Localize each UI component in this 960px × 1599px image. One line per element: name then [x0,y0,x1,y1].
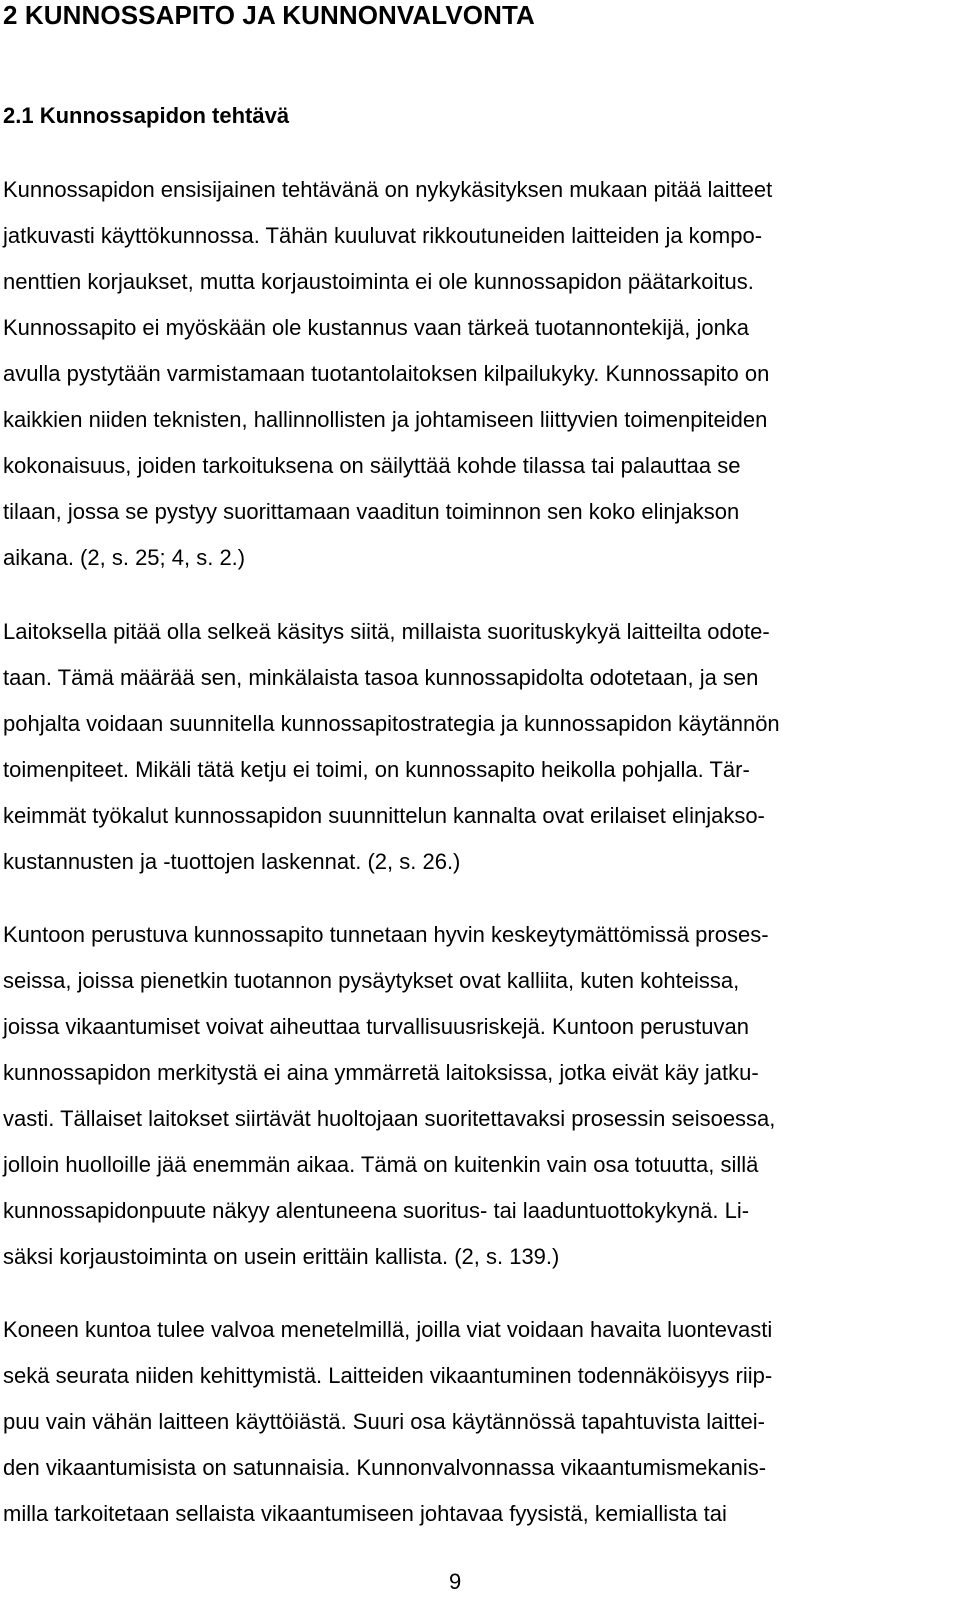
paragraph-line: seissa, joissa pienetkin tuotannon pysäytykset ovat kalliita, kuten kohteissa, [3,968,740,993]
paragraph-line: joissa vikaantumiset voivat aiheuttaa turvallisuusriskejä. Kuntoon perustuvan [3,1014,749,1039]
paragraph-line: Kunnossapidon ensisijainen tehtävänä on nykykäsityksen mukaan pitää laitteet [3,177,773,202]
paragraph-line: taan. Tämä määrää sen, minkälaista tasoa kunnossapidolta odotetaan, ja sen [3,665,759,690]
paragraph-line: säksi korjaustoiminta on usein erittäin kallista. (2, s. 139.) [3,1244,560,1269]
paragraph-line: vasti. Tällaiset laitokset siirtävät huoltojaan suoritettavaksi prosessin seisoessa, [3,1106,776,1131]
paragraph-line: Koneen kuntoa tulee valvoa menetelmillä, joilla viat voidaan havaita luontevasti [3,1317,773,1342]
paragraph-line: den vikaantumisista on satunnaisia. Kunnonvalvonnassa vikaantumismekanis- [3,1455,767,1480]
paragraph-line: milla tarkoitetaan sellaista vikaantumiseen johtavaa fyysistä, kemiallista tai [3,1501,727,1526]
paragraph-line: nenttien korjaukset, mutta korjaustoiminta ei ole kunnossapidon päätarkoitus. [3,269,754,294]
paragraph-line: aikana. (2, s. 25; 4, s. 2.) [3,545,246,570]
paragraph-line: kunnossapidon merkitystä ei aina ymmärretä laitoksissa, jotka eivät käy jatku- [3,1060,759,1085]
chapter-heading: 2 KUNNOSSAPITO JA KUNNONVALVONTA [3,0,535,30]
paragraph-line: jatkuvasti käyttökunnossa. Tähän kuuluvat rikkoutuneiden laitteiden ja kompo- [3,223,763,248]
paragraph-line: sekä seurata niiden kehittymistä. Laitteiden vikaantuminen todennäköisyys riip- [3,1363,773,1388]
paragraph-line: pohjalta voidaan suunnitella kunnossapitostrategia ja kunnossapidon käytännön [3,711,780,736]
page-number: 9 [449,1569,462,1594]
paragraph-line: tilaan, jossa se pystyy suorittamaan vaaditun toiminnon sen koko elinjakson [3,499,740,524]
paragraph-line: Kuntoon perustuva kunnossapito tunnetaan hyvin keskeytymättömissä proses- [3,922,769,947]
paragraph-line: kokonaisuus, joiden tarkoituksena on säilyttää kohde tilassa tai palauttaa se [3,453,741,478]
paragraph-line: Kunnossapito ei myöskään ole kustannus vaan tärkeä tuotannontekijä, jonka [3,315,750,340]
paragraph-line: kustannusten ja -tuottojen laskennat. (2, s. 26.) [3,849,461,874]
section-heading: 2.1 Kunnossapidon tehtävä [3,103,290,128]
paragraph-line: toimenpiteet. Mikäli tätä ketju ei toimi, on kunnossapito heikolla pohjalla. Tär- [3,757,750,782]
paragraph-line: kaikkien niiden teknisten, hallinnollisten ja johtamiseen liittyvien toimenpiteiden [3,407,768,432]
paragraph-line: puu vain vähän laitteen käyttöiästä. Suuri osa käytännössä tapahtuvista laittei- [3,1409,765,1434]
paragraph-line: avulla pystytään varmistamaan tuotantolaitoksen kilpailukyky. Kunnossapito on [3,361,770,386]
paragraph-line: keimmät työkalut kunnossapidon suunnittelun kannalta ovat erilaiset elinjakso- [3,803,765,828]
paragraph-line: Laitoksella pitää olla selkeä käsitys siitä, millaista suorituskykyä laitteilta odote- [3,619,770,644]
paragraph-line: kunnossapidonpuute näkyy alentuneena suoritus- tai laaduntuottokykynä. Li- [3,1198,750,1223]
paragraph-line: jolloin huolloille jää enemmän aikaa. Tämä on kuitenkin vain osa totuutta, sillä [3,1152,759,1177]
